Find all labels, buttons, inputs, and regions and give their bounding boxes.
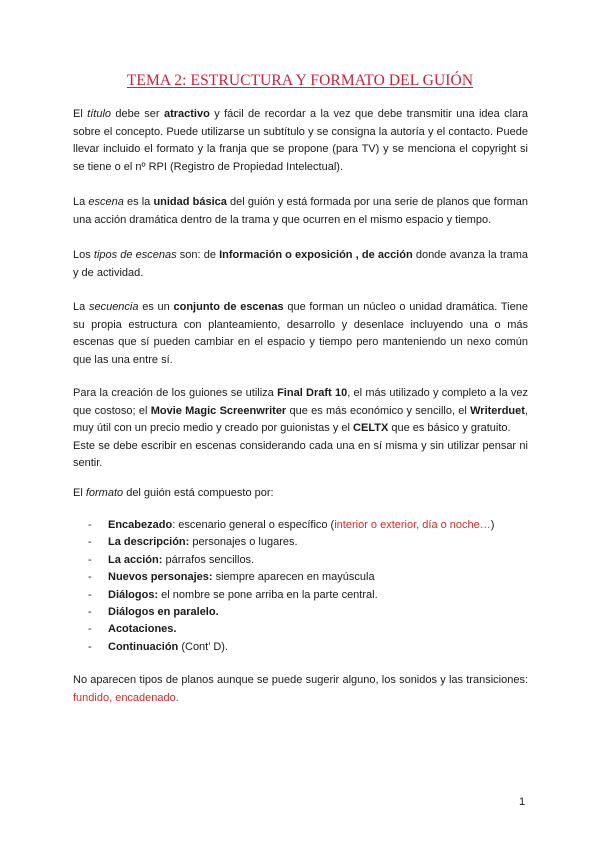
- list-item: - La acción: párrafos sencillos.: [88, 552, 528, 569]
- list-item: - Encabezado: escenario general o específico (interior o exterior, día o noche…): [88, 517, 528, 534]
- page-number: 1: [519, 796, 526, 808]
- list-item: - Continuación (Cont’ D).: [88, 639, 528, 656]
- list-item: - Diálogos: el nombre se pone arriba en la parte central.: [88, 587, 528, 604]
- format-list: [88, 517, 528, 656]
- page-title: TEMA 2: ESTRUCTURA Y FORMATO DEL GUIÓN: [126, 72, 474, 89]
- paragraph-escena: La escena es la unidad básica del guión y está formada por una serie de planos que forman una acción dramática dentro de la trama y que ocurren en el mismo espacio y tiempo.: [73, 196, 529, 226]
- list-item: - Acotaciones.: [88, 621, 528, 638]
- paragraph-software: Para la creación de los guiones se utiliza Final Draft 10, el más utilizado y completo a la vez que costoso; el Movie Magic Screenwriter que es más económico y sencillo, el Writerduet, muy útil con un precio medio y creado por guionistas y el CELTX que es básico y gratuito. Este se debe escribir en escenas considerando cada una en sí misma y sin utilizar pensar ni sentir.: [73, 387, 528, 469]
- list-item: - Diálogos en paralelo.: [88, 604, 528, 621]
- list-item: - Nuevos personajes: siempre aparecen en mayúscula: [88, 569, 528, 586]
- paragraph-tipos-escenas: Los tipos de escenas son: de Información o exposición , de acción donde avanza la trama y de actividad.: [73, 249, 529, 279]
- paragraph-titulo: El título debe ser atractivo y fácil de recordar a la vez que debe transmitir una idea clara sobre el concepto. Puede utilizarse un subtítulo y se consigna la autoría y el contacto. Puede llevar incluido el formato y la franja que se propone (para TV) y se menciona el copyright si se tiene o el nº RPI (Registro de Propiedad Intelectual).: [73, 108, 529, 173]
- paragraph-secuencia: La secuencia es un conjunto de escenas que forman un núcleo o unidad dramática. Tiene su propia estructura con planteamiento, desarrollo y desenlace incluyendo una o más escenas que sí pueden cambiar en el espacio y tiempo pero manteniendo un nexo común que las una entre sí.: [73, 301, 528, 366]
- paragraph-transiciones: No aparecen tipos de planos aunque se puede sugerir alguno, los sonidos y las transiciones: fundido, encadenado.: [73, 674, 528, 704]
- list-item: - La descripción: personajes o lugares.: [88, 534, 528, 551]
- paragraph-formato: El formato del guión está compuesto por:: [73, 487, 274, 499]
